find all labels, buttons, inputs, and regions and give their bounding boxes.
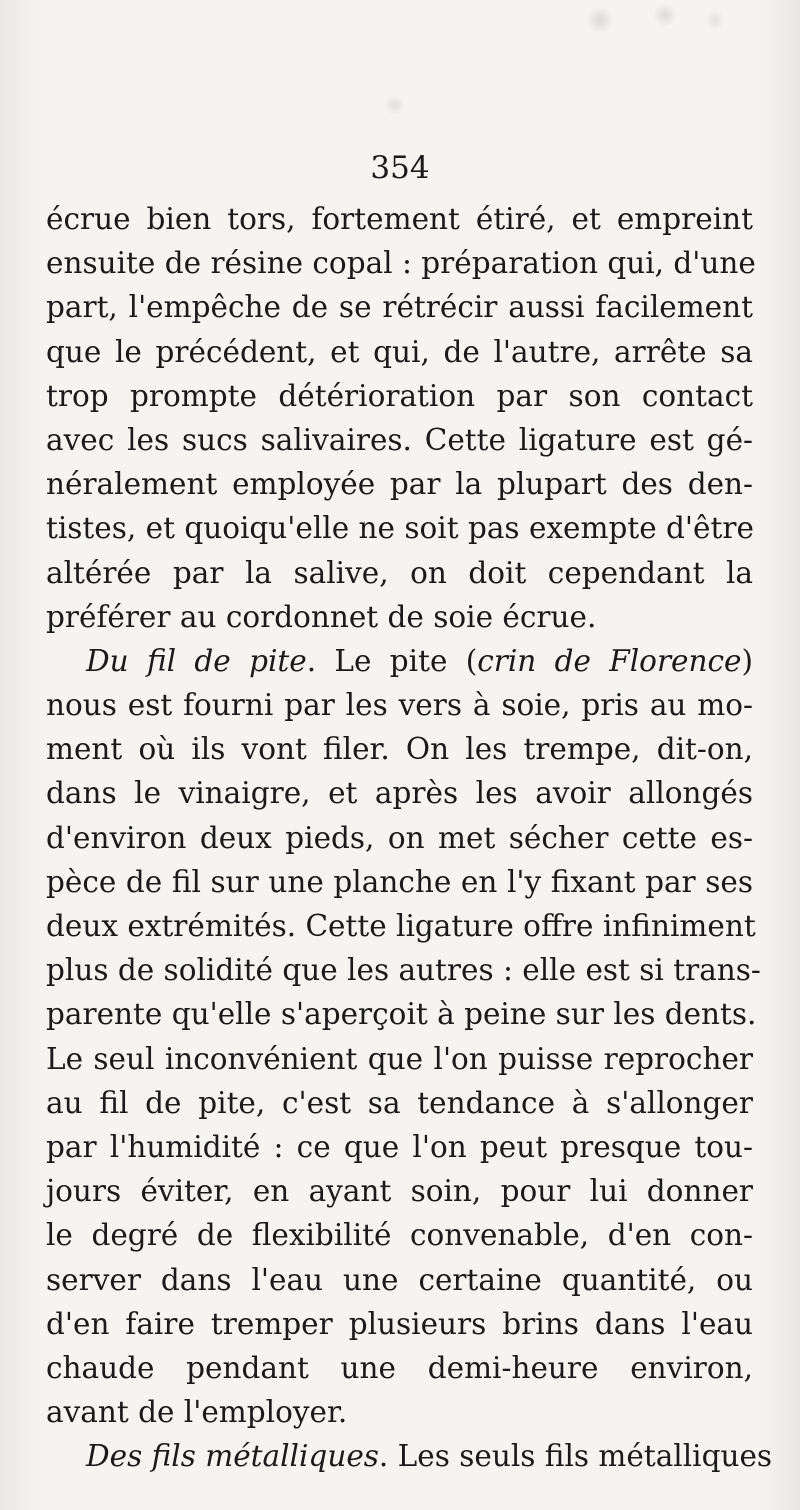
text-line: [46, 1390, 753, 1434]
body-text: [46, 197, 773, 1478]
text-line: [46, 639, 753, 683]
text-segment: au fil de pite, c'est sa tendance à s'allonger: [46, 1085, 753, 1120]
text-line: [46, 595, 753, 639]
text-line: [46, 1213, 753, 1257]
text-segment: pèce de fil sur une planche en l'y fixant par ses: [46, 864, 753, 899]
text-line: [46, 1081, 753, 1125]
text-segment: server dans l'eau une certaine quantité, ou: [46, 1262, 753, 1297]
text-line: [46, 197, 753, 241]
italic-text: crin de Florence: [477, 643, 742, 678]
text-line: [46, 1125, 753, 1169]
text-segment: ): [741, 643, 753, 678]
text-line: [46, 1258, 753, 1302]
text-segment: jours éviter, en ayant soin, pour lui donner: [46, 1174, 753, 1209]
text-line: [46, 816, 753, 860]
text-segment: . Les seuls fils métalliques: [378, 1439, 773, 1474]
text-line: [46, 904, 756, 948]
text-segment: . Le pite (: [306, 643, 478, 678]
text-segment: d'environ deux pieds, on met sécher cette es-: [46, 820, 753, 855]
text-line: [46, 418, 753, 462]
text-segment: nous est fourni par les vers à soie, pris au mo-: [46, 688, 753, 723]
text-segment: d'en faire tremper plusieurs brins dans l'eau: [46, 1306, 753, 1341]
text-line: [46, 1169, 753, 1213]
text-line: [46, 241, 756, 285]
italic-text: Des fils métalliques: [86, 1439, 379, 1474]
text-line: [46, 860, 753, 904]
text-line: [46, 727, 753, 771]
text-line: [46, 551, 753, 595]
text-line: [46, 1037, 753, 1081]
text-segment: Le seul inconvénient que l'on puisse reprocher: [46, 1041, 753, 1076]
text-segment: préférer au cordonnet de soie écrue.: [46, 599, 597, 634]
text-line: [46, 1302, 753, 1346]
text-line: [46, 992, 757, 1036]
text-segment: deux extrémités. Cette ligature offre infiniment: [46, 909, 756, 943]
text-segment: part, l'empêche de se rétrécir aussi facilement: [46, 290, 753, 325]
text-segment: que le précédent, et qui, de l'autre, arrête sa: [46, 334, 753, 369]
text-segment: ensuite de résine copal : préparation qui, d'une: [46, 246, 756, 281]
text-line: [46, 771, 753, 815]
text-segment: tistes, et quoiqu'elle ne soit pas exempte d'être: [46, 511, 754, 546]
italic-text: Du fil de pite: [86, 643, 307, 678]
text-line: [46, 330, 753, 374]
text-segment: néralement employée par la plupart des den-: [46, 467, 753, 502]
text-line: [46, 1434, 773, 1478]
text-line: [46, 948, 761, 992]
text-segment: altérée par la salive, on doit cependant la: [46, 555, 753, 590]
text-segment: ment où ils vont filer. On les trempe, dit-on,: [46, 732, 753, 767]
text-line: [46, 462, 753, 506]
page-number: 354: [370, 150, 430, 186]
text-segment: avec les sucs salivaires. Cette ligature est gé-: [46, 422, 753, 457]
text-segment: écrue bien tors, fortement étiré, et empreint: [46, 202, 753, 236]
text-line: [46, 374, 753, 418]
text-line: [46, 285, 753, 329]
text-segment: parente qu'elle s'aperçoit à peine sur les dents.: [46, 997, 757, 1032]
text-segment: le degré de flexibilité convenable, d'en con-: [46, 1218, 753, 1253]
text-line: [46, 1346, 753, 1390]
text-line: [46, 683, 753, 727]
text-segment: avant de l'employer.: [46, 1395, 348, 1430]
text-line: [46, 506, 753, 550]
text-segment: trop prompte détérioration par son contact: [46, 378, 753, 413]
text-segment: par l'humidité : ce que l'on peut presque tou-: [46, 1129, 753, 1164]
text-segment: chaude pendant une demi-heure environ,: [46, 1350, 753, 1385]
text-segment: plus de solidité que les autres : elle est si trans-: [46, 953, 761, 988]
text-segment: dans le vinaigre, et après les avoir allongés: [46, 776, 753, 811]
